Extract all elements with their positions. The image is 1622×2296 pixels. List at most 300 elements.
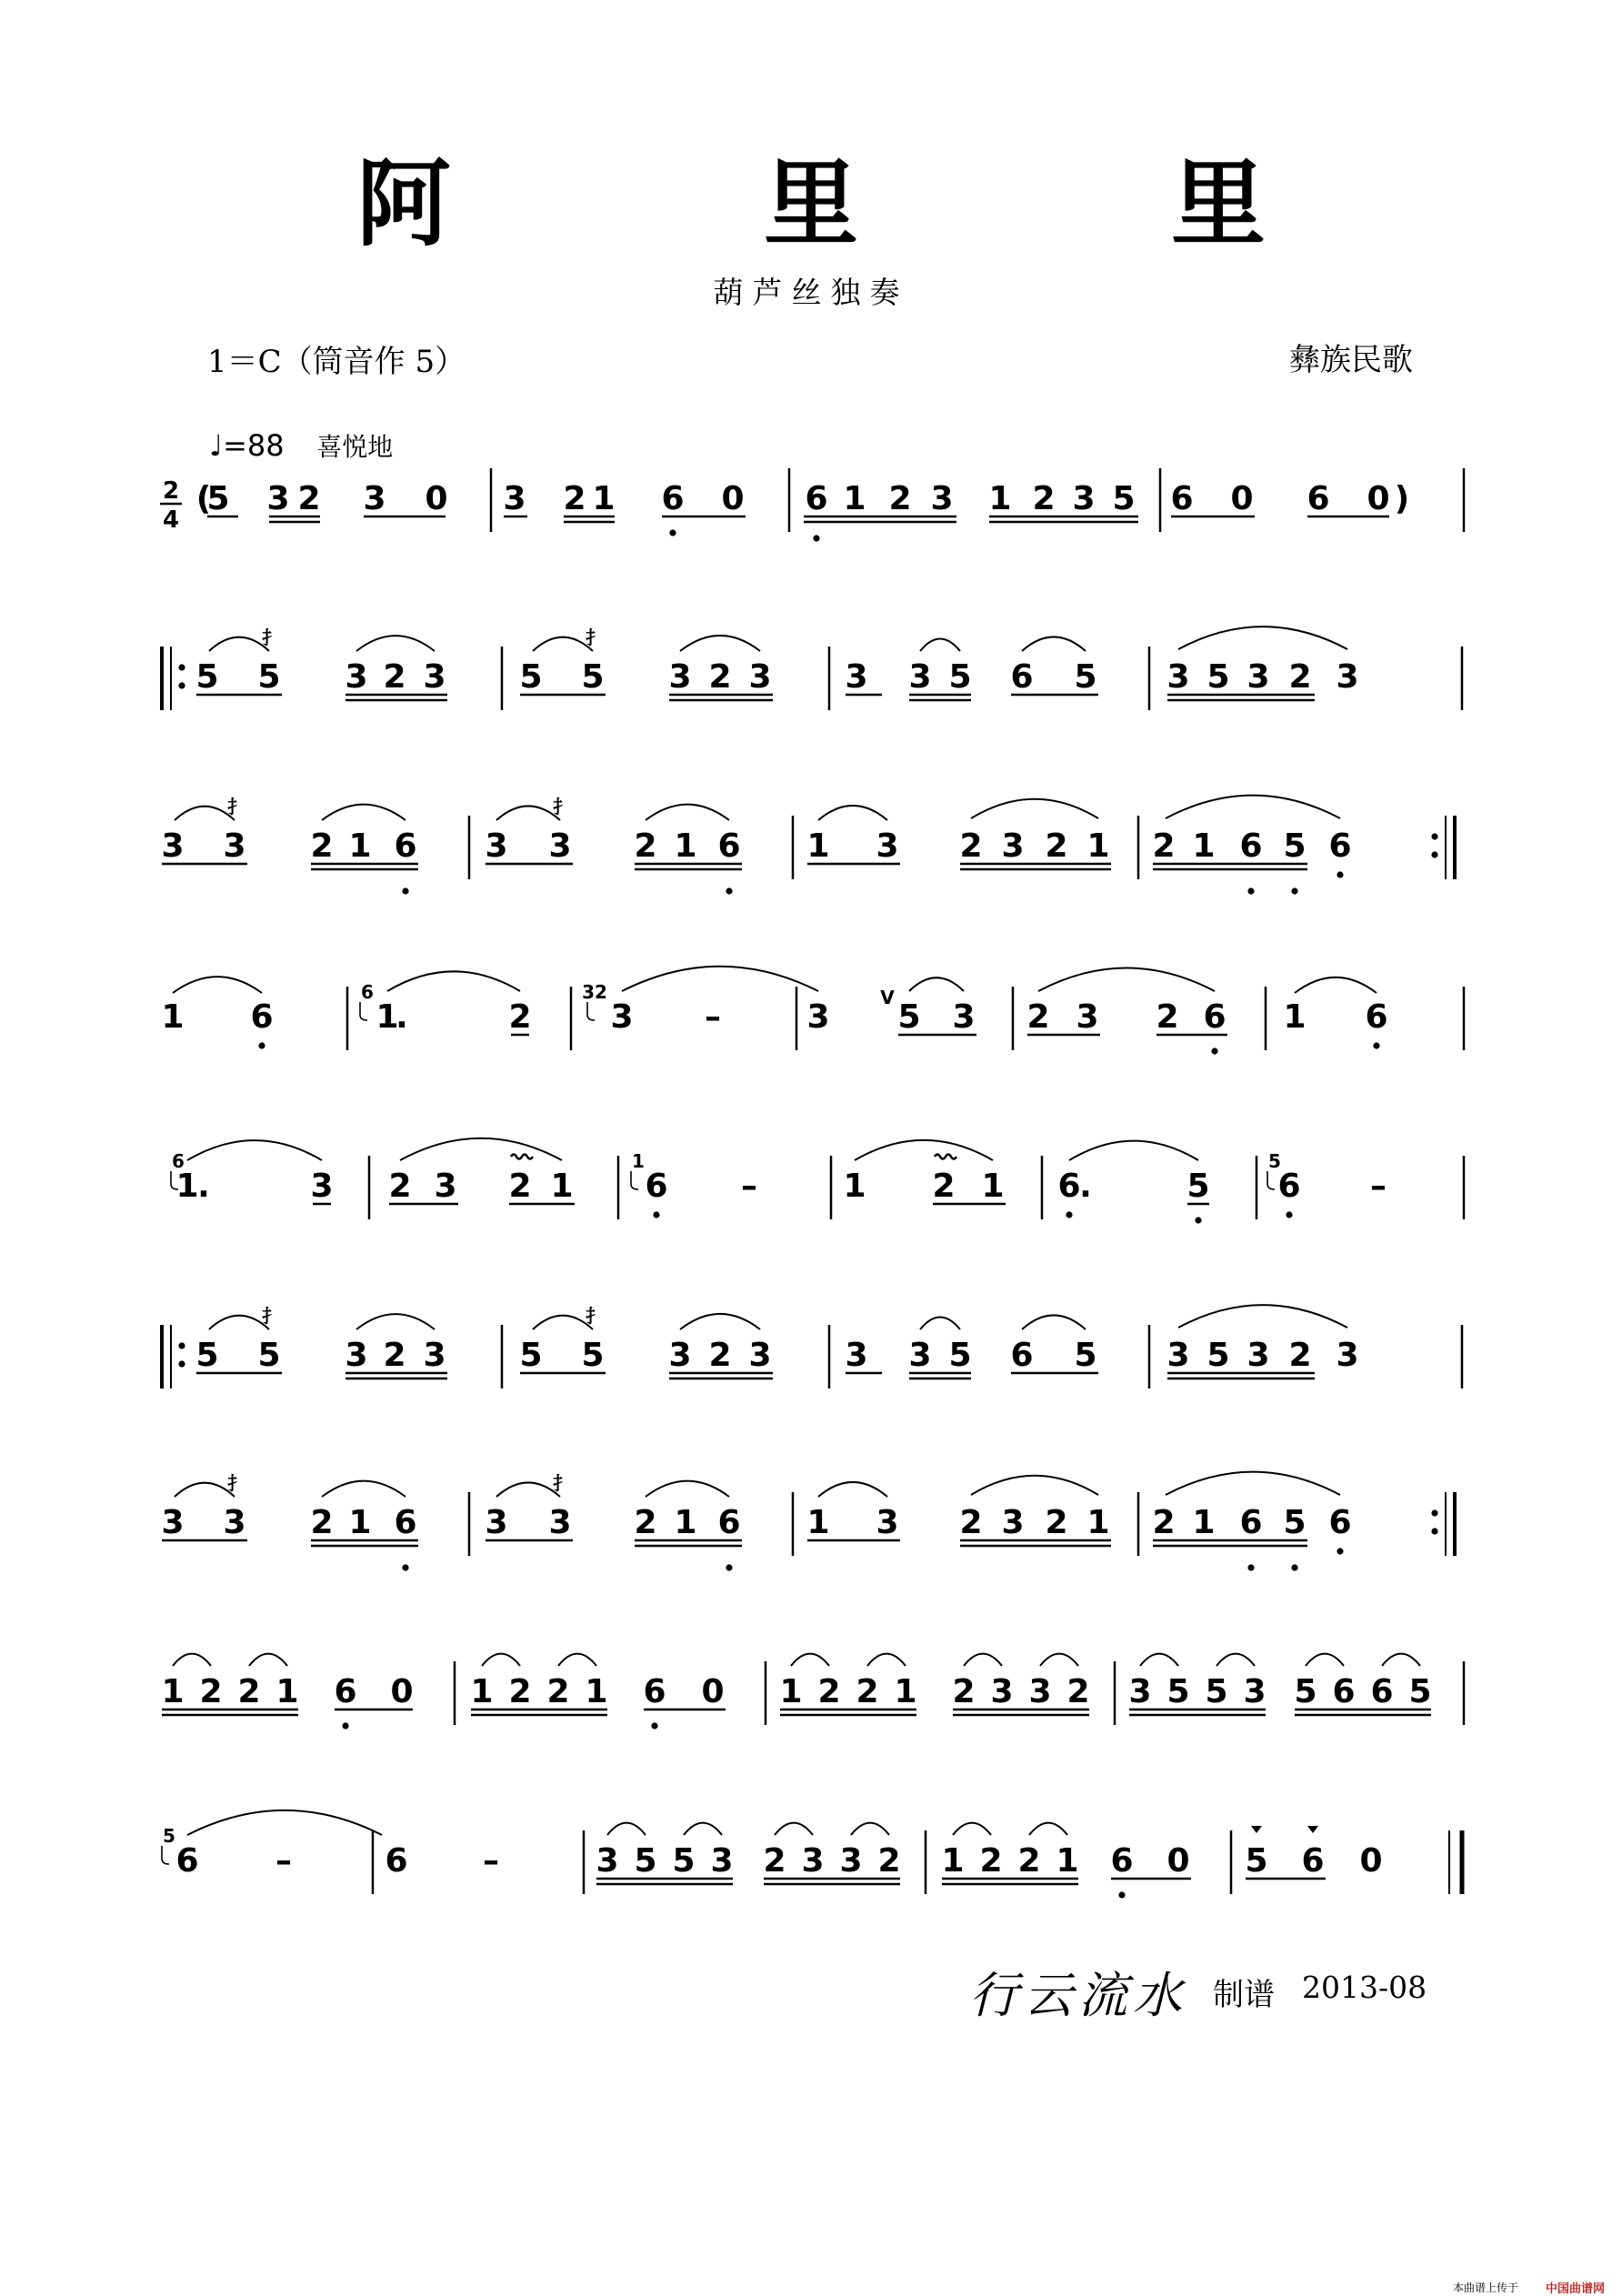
note-digit: 1	[348, 827, 372, 865]
repeat-dot	[178, 664, 185, 670]
grace-note: 5	[1268, 1150, 1281, 1172]
note-digit: 1	[1086, 1504, 1110, 1541]
site-logo[interactable]: 中国曲谱网	[1546, 2282, 1606, 2296]
slur	[818, 806, 887, 820]
note-digit: 3	[161, 1504, 185, 1541]
arranger-signature: 行云流水	[969, 1967, 1187, 2024]
note-digit: 2	[297, 480, 321, 517]
note-digit: 3	[1336, 658, 1359, 696]
note-digit: 5	[1205, 1673, 1228, 1710]
note-digit: 6	[1365, 998, 1388, 1036]
slur	[322, 805, 406, 820]
note-digit: 6	[717, 1504, 741, 1541]
upload-note: 本曲谱上传于	[1453, 2281, 1519, 2294]
ornament-mark: 扌	[262, 627, 280, 648]
note-digit: 2	[1017, 1842, 1041, 1880]
note-digit: 6	[1057, 1168, 1081, 1205]
octave-dot	[653, 1211, 659, 1218]
octave-dot	[1195, 1217, 1201, 1223]
note-digit: 3	[423, 658, 446, 696]
slur	[775, 1823, 813, 1835]
note-digit: 3	[1166, 1337, 1190, 1374]
note-digit: 6	[1010, 658, 1034, 696]
slur	[1306, 1654, 1344, 1666]
slur	[920, 638, 960, 651]
note-digit: 3	[1076, 998, 1099, 1036]
note-digit: 3	[1072, 480, 1096, 517]
slur	[818, 1482, 887, 1497]
note-digit: 6	[1301, 1842, 1325, 1880]
note-digit: 3	[1247, 658, 1270, 696]
note-digit: 3	[423, 1337, 446, 1374]
note-digit: 6	[394, 1504, 417, 1541]
note-digit: 3	[345, 1337, 368, 1374]
grace-hook	[631, 1171, 638, 1189]
note-digit: 3	[596, 1842, 619, 1880]
slur	[173, 1654, 211, 1666]
note-digit: 6	[385, 1842, 408, 1880]
slur	[1382, 1654, 1420, 1666]
mordent-mark	[511, 1155, 533, 1159]
octave-dot	[1211, 1048, 1217, 1054]
note-digit: 2	[1152, 1504, 1176, 1541]
note-digit: 2	[508, 1168, 532, 1205]
note-digit: 2	[310, 1504, 334, 1541]
note-digit: 0	[1230, 480, 1254, 517]
note-digit: 3	[876, 827, 899, 865]
slur	[909, 978, 964, 991]
repeat-dot	[1431, 833, 1437, 839]
note-digit: 5	[195, 658, 219, 696]
note-digit: 3	[266, 480, 290, 517]
note-digit: 5	[1283, 1504, 1307, 1541]
note-digit: 1	[585, 1673, 608, 1710]
grace-hook	[360, 1002, 367, 1020]
note-digit: 1	[843, 480, 866, 517]
slur	[1069, 1141, 1198, 1160]
song-origin: 彝族民歌	[1289, 342, 1413, 378]
slur	[322, 1481, 406, 1497]
note-digit: 5	[1112, 480, 1136, 517]
expression-mark: 喜悦地	[316, 432, 394, 462]
note-digit: .	[395, 998, 408, 1036]
note-digit: 1	[348, 1504, 372, 1541]
octave-dot	[342, 1722, 348, 1729]
repeat-dot	[1431, 1509, 1437, 1516]
slur	[558, 1654, 596, 1666]
grace-note: 6	[361, 981, 374, 1003]
note-digit: 2	[1032, 480, 1056, 517]
slur	[173, 977, 262, 993]
mordent-mark	[935, 1155, 956, 1159]
note-digit: 6	[645, 1168, 668, 1205]
octave-dot	[1337, 1548, 1343, 1554]
note-digit: 1	[1283, 998, 1307, 1036]
note-digit: 0	[425, 480, 448, 517]
note-digit: 5	[1074, 658, 1097, 696]
page-title: 阿 里 里	[355, 147, 1375, 259]
slur	[1038, 968, 1215, 991]
note-digit: 3	[345, 658, 368, 696]
ornament-mark: 扌	[586, 627, 604, 648]
note-digit: 3	[801, 1842, 825, 1880]
time-signature-top: 2	[162, 477, 180, 505]
ornament-mark: 扌	[586, 1305, 604, 1327]
slur	[533, 1316, 593, 1329]
slur	[622, 967, 818, 991]
note-digit: 2	[634, 827, 657, 865]
paren-close: )	[1394, 480, 1410, 517]
octave-dot	[726, 1564, 732, 1570]
slur	[1022, 1315, 1086, 1329]
octave-dot	[402, 887, 408, 894]
slur	[400, 1138, 562, 1160]
note-digit: 5	[1186, 1168, 1210, 1205]
note-digit: 1	[843, 1168, 866, 1205]
note-digit: –	[741, 1168, 757, 1205]
note-digit: 3	[485, 827, 508, 865]
grace-hook	[1267, 1171, 1275, 1189]
note-digit: 1	[806, 1504, 830, 1541]
note-digit: 3	[485, 1504, 508, 1541]
slur	[646, 805, 729, 820]
note-digit: 6	[1203, 998, 1227, 1036]
slur	[175, 1483, 235, 1497]
note-digit: 1	[375, 998, 399, 1036]
note-digit: 1	[1192, 827, 1216, 865]
ornament-mark: 扌	[262, 1305, 280, 1327]
note-digit: 2	[763, 1842, 786, 1880]
ornament-mark: 扌	[553, 796, 571, 817]
octave-dot	[1118, 1891, 1125, 1898]
slur	[855, 1140, 993, 1160]
octave-dot	[258, 1042, 265, 1048]
note-digit: 3	[908, 658, 932, 696]
note-digit: 1	[941, 1842, 965, 1880]
note-digit: 3	[806, 998, 830, 1036]
note-digit: 5	[1206, 1337, 1230, 1374]
slur	[1295, 978, 1377, 993]
note-digit: 1	[779, 1673, 803, 1710]
slur	[496, 806, 560, 820]
note-digit: 1	[674, 1504, 697, 1541]
note-digit: 5	[257, 658, 281, 696]
slur	[1166, 796, 1340, 818]
note-digit: 5	[1245, 1842, 1268, 1880]
note-digit: 3	[845, 1337, 868, 1374]
note-digit: 1	[988, 480, 1012, 517]
note-digit: 1	[1192, 1504, 1216, 1541]
repeat-dot	[1431, 1528, 1437, 1534]
note-digit: 5	[519, 1337, 543, 1374]
note-digit: 6	[1332, 1673, 1356, 1710]
note-digit: 6	[1277, 1168, 1301, 1205]
note-digit: 6	[1328, 827, 1352, 865]
note-digit: 2	[877, 1842, 901, 1880]
note-digit: 1	[470, 1673, 494, 1710]
note-digit: 1	[674, 827, 697, 865]
note-digit: 5	[257, 1337, 281, 1374]
note-digit: 3	[363, 480, 386, 517]
note-digit: 3	[610, 998, 634, 1036]
note-digit: 2	[708, 658, 732, 696]
slur	[496, 1482, 560, 1497]
octave-dot	[813, 535, 819, 541]
note-digit: 3	[503, 480, 526, 517]
note-digit: 3	[839, 1842, 863, 1880]
note-digit: 2	[383, 658, 406, 696]
note-digit: 1	[981, 1168, 1005, 1205]
note-digit: 3	[310, 1168, 334, 1205]
slur	[1140, 1654, 1178, 1666]
note-digit: 6	[1239, 1504, 1263, 1541]
note-digit: 0	[1359, 1842, 1383, 1880]
octave-dot	[402, 1564, 408, 1570]
note-digit: 1	[592, 480, 616, 517]
note-digit: 6	[334, 1673, 357, 1710]
score-date: 2013-08	[1302, 1970, 1427, 2005]
note-digit: 5	[206, 480, 230, 517]
note-digit: 2	[508, 998, 532, 1036]
note-digit: 2	[388, 1168, 412, 1205]
note-digit: 3	[668, 658, 692, 696]
grace-note: 32	[582, 981, 607, 1003]
octave-dot	[1066, 1211, 1072, 1218]
slur	[971, 799, 1098, 818]
note-digit: 5	[948, 1337, 972, 1374]
octave-dot	[1247, 1564, 1254, 1570]
note-digit: 2	[310, 827, 334, 865]
note-digit: 3	[1243, 1673, 1267, 1710]
note-digit: 2	[563, 480, 586, 517]
note-digit: 0	[721, 480, 745, 517]
note-digit: 2	[1156, 998, 1179, 1036]
note-digit: 0	[1367, 480, 1390, 517]
note-digit: 2	[708, 1337, 732, 1374]
slur	[1040, 1654, 1078, 1666]
repeat-dot	[178, 1342, 185, 1349]
slur	[175, 807, 235, 820]
slur	[249, 1654, 287, 1666]
note-digit: 5	[1294, 1673, 1317, 1710]
note-digit: 5	[897, 998, 921, 1036]
note-digit: 6	[1170, 480, 1194, 517]
note-digit: 3	[876, 1504, 899, 1541]
note-digit: 3	[845, 658, 868, 696]
ornament-mark: 扌	[227, 796, 245, 817]
note-digit: 3	[668, 1337, 692, 1374]
note-digit: 3	[1166, 658, 1190, 696]
slur	[971, 1476, 1098, 1495]
note-digit: 5	[1408, 1673, 1432, 1710]
slur	[1029, 1823, 1067, 1835]
slur	[187, 1810, 382, 1835]
note-digit: 1	[161, 998, 185, 1036]
note-digit: 3	[434, 1168, 457, 1205]
note-digit: 3	[1247, 1337, 1270, 1374]
note-digit: 0	[701, 1673, 725, 1710]
paren-open: (	[195, 480, 212, 517]
note-digit: 2	[817, 1673, 841, 1710]
slur	[387, 971, 520, 991]
note-digit: 0	[1166, 1842, 1190, 1880]
octave-dot	[651, 1722, 657, 1729]
staccato-mark	[1307, 1826, 1318, 1833]
note-digit: 5	[672, 1842, 696, 1880]
note-digit: 2	[199, 1673, 223, 1710]
note-digit: 6	[1010, 1337, 1034, 1374]
note-digit: 5	[581, 658, 605, 696]
repeat-dot	[1431, 851, 1437, 857]
tempo-value: ♩=88	[209, 428, 285, 463]
note-digit: 3	[908, 1337, 932, 1374]
slur	[1022, 637, 1086, 651]
slur	[533, 637, 593, 651]
made-by-label: 制谱	[1213, 1977, 1275, 2013]
slur	[209, 1316, 269, 1329]
note-digit: 1	[275, 1673, 299, 1710]
note-digit: 6	[1307, 480, 1330, 517]
slur	[646, 1481, 729, 1497]
slur	[953, 1823, 991, 1835]
note-digit: 6	[1239, 827, 1263, 865]
note-digit: 6	[1110, 1842, 1134, 1880]
octave-dot	[1373, 1042, 1379, 1048]
note-digit: 2	[979, 1842, 1003, 1880]
octave-dot	[1286, 1211, 1292, 1218]
note-digit: 6	[661, 480, 685, 517]
ornament-mark: 扌	[553, 1472, 571, 1494]
note-digit: 3	[161, 827, 185, 865]
slur	[867, 1654, 906, 1666]
slur	[356, 1314, 435, 1329]
grace-hook	[162, 1846, 169, 1864]
note-digit: 6	[1328, 1504, 1352, 1541]
note-digit: 6	[805, 480, 828, 517]
note-digit: 5	[634, 1842, 657, 1880]
note-digit: 1	[550, 1168, 574, 1205]
note-digit: 2	[383, 1337, 406, 1374]
octave-dot	[1291, 887, 1297, 894]
time-signature-bottom: 4	[162, 506, 180, 534]
octave-dot	[1247, 887, 1254, 894]
note-digit: 1	[1056, 1842, 1079, 1880]
slur	[684, 1823, 722, 1835]
note-digit: 2	[546, 1673, 570, 1710]
note-digit: –	[1370, 1168, 1387, 1205]
note-digit: .	[197, 1168, 210, 1205]
note-digit: 3	[1336, 1337, 1359, 1374]
note-digit: 5	[195, 1337, 219, 1374]
slur	[964, 1654, 1002, 1666]
octave-dot	[1291, 1564, 1297, 1570]
note-digit: 3	[710, 1842, 734, 1880]
note-digit: 2	[634, 1504, 657, 1541]
repeat-dot	[178, 1360, 185, 1367]
note-digit: 3	[548, 1504, 572, 1541]
octave-dot	[669, 529, 676, 536]
note-digit: 2	[959, 827, 983, 865]
note-digit: 3	[748, 658, 772, 696]
note-digit: 5	[1074, 1337, 1097, 1374]
slur	[680, 636, 760, 651]
note-digit: 3	[930, 480, 954, 517]
note-digit: 2	[1045, 1504, 1068, 1541]
slur	[1178, 627, 1347, 649]
note-digit: 3	[1028, 1673, 1052, 1710]
note-digit: 3	[748, 1337, 772, 1374]
note-digit: 3	[223, 1504, 246, 1541]
slur	[1178, 1305, 1347, 1328]
note-digit: 1	[894, 1673, 917, 1710]
note-digit: 3	[952, 998, 976, 1036]
note-digit: 1	[161, 1673, 185, 1710]
note-digit: 2	[1288, 1337, 1312, 1374]
octave-dot	[726, 887, 732, 894]
repeat-dot	[178, 682, 185, 688]
note-digit: 2	[888, 480, 912, 517]
note-digit: 5	[1206, 658, 1230, 696]
note-digit: 2	[1066, 1673, 1090, 1710]
note-digit: –	[275, 1842, 292, 1880]
grace-note: 6	[172, 1150, 185, 1172]
note-digit: 0	[390, 1673, 414, 1710]
note-digit: 2	[1288, 658, 1312, 696]
slur	[187, 1140, 322, 1160]
slur	[209, 637, 269, 651]
note-digit: 2	[1045, 827, 1068, 865]
slur	[356, 636, 435, 651]
note-digit: 3	[1001, 1504, 1025, 1541]
note-digit: 2	[508, 1673, 532, 1710]
slur	[482, 1654, 520, 1666]
note-digit: 1	[806, 827, 830, 865]
breath-mark: V	[880, 987, 895, 1008]
note-digit: 1	[175, 1168, 199, 1205]
note-digit: 3	[223, 827, 246, 865]
note-digit: 2	[237, 1673, 261, 1710]
slur	[791, 1654, 829, 1666]
note-digit: 6	[1370, 1673, 1394, 1710]
note-digit: 3	[990, 1673, 1014, 1710]
subtitle: 葫芦丝独奏	[713, 275, 909, 310]
note-digit: 3	[1128, 1673, 1152, 1710]
note-digit: .	[1079, 1168, 1092, 1205]
grace-note: 5	[163, 1825, 175, 1847]
note-digit: 5	[519, 658, 543, 696]
slur	[1216, 1654, 1255, 1666]
grace-note: 1	[632, 1150, 645, 1172]
note-digit: 5	[1166, 1673, 1190, 1710]
ornament-mark: 扌	[227, 1472, 245, 1494]
note-digit: 2	[1152, 827, 1176, 865]
note-digit: 2	[932, 1168, 956, 1205]
note-digit: 5	[1283, 827, 1307, 865]
key-signature: 1＝C（筒音作 5）	[207, 344, 466, 380]
note-digit: 2	[856, 1673, 879, 1710]
note-digit: 3	[548, 827, 572, 865]
slur	[607, 1823, 646, 1835]
note-digit: –	[705, 998, 721, 1036]
note-digit: 2	[959, 1504, 983, 1541]
octave-dot	[1337, 871, 1343, 877]
note-digit: 6	[643, 1673, 666, 1710]
slur	[851, 1823, 889, 1835]
note-digit: 6	[717, 827, 741, 865]
note-digit: 6	[394, 827, 417, 865]
note-digit: 5	[581, 1337, 605, 1374]
staccato-mark	[1251, 1826, 1262, 1833]
